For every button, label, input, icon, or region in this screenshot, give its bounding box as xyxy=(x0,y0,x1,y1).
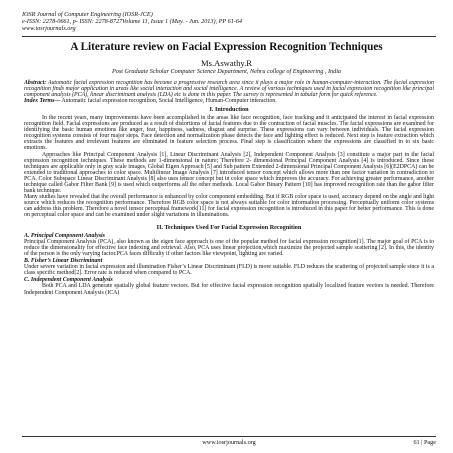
footer-divider xyxy=(22,436,436,437)
paragraph: Approaches like Principal Component Analysis [1], Linear Discriminant Analysis [2], Independent Component Analysis [3] constitute a major part in the facial expression recognition techniques. These methods are 1-dimensional in nature; Therefore 2- dimensional Principal Component Analysis [4] is introduced. Since these techniques are applicable only in gray scale images, Global Eigen Approach [5] and Sub pattern Extended 2-dimensional Principal Component Analysis [6](E2DPCA) can be extended to traditional approaches to color space. Multilinear Image Analysis [7] introduced tensor concept which allows more than one factor variation in contradiction to PCA. Color Subspace Linear Discriminant Analysis [8] also uses tensor concept but in color space which improves the accuracy. For achieving greater performance, another technique called Gabor Filter Bank [9] is used which outperforms all the other methods. Local Gabor Binary Pattern [10] has improved recognition rate than the gabor filter bank technique. xyxy=(24,151,434,194)
subsection-heading: C. Independent Component Analysis xyxy=(24,277,113,284)
subsection-heading: B. Fisher’s Linear Discriminant xyxy=(24,258,103,265)
page-number: 61 | Page xyxy=(413,439,436,446)
author-affiliation: Post Graduate Scholar Computer Science Department, Nehru college of Engineering , India xyxy=(111,68,342,75)
journal-name: IOSR Journal of Computer Engineering (IOSR-JCE) xyxy=(22,11,153,18)
section-heading: II. Techniques Used For Facial Expression Recognition xyxy=(156,224,302,232)
paper-body xyxy=(24,80,434,296)
paper-title: A Literature review on Facial Expression Recognition Techniques xyxy=(70,41,383,53)
index-terms-label: Index Terms— xyxy=(24,98,61,105)
abstract xyxy=(24,80,434,98)
paragraph: Under severe variation in facial expression and illumination Fisher’s Linear Discriminant (FLD) is more suitable. FLD reduces the scattering of projected sample since it is a class specific method[2]. Error rate is reduced when compared to PCA. xyxy=(24,264,434,277)
abstract-text: Automatic facial expression recognition has become a progressive research area since it plays a major role in human-computer-interaction. The facial expression recognition finds major application in areas like social interaction and social intelligence. A review of various techniques used in facial expression recognition like principal component analysis (PCA), linear discriminant analysis (LDA) etc is done in this paper. The survey is represented in tabular form for quick reference. xyxy=(24,80,434,99)
journal-issn: e-ISSN: 2278-0661, p- ISSN: 2278-8727Volume 11, Issue 1 (May. - Jun. 2013), PP 61-64 xyxy=(22,17,243,25)
index-terms-text: Automatic facial expression recognition, Social Intelligence, Human-Computer interaction. xyxy=(60,98,277,105)
paragraph: In the recent years, many improvements have been accomplished in the areas like face recognition, face tracking and it anticipated the interest in facial expression recognition field. Facial expressions are produced as a result of distortions of facial features due to the contraction of facial muscles. The facial expressions are examined for identifying the basic human emotions like anger, fear, happiness, sadness, disgust and surprise. These expressions can vary between individuals. The facial expression recognition systems consists of four major steps. Face detection and normalization phase detects the face and lighting effect is reduced. Next step is feature extraction which extracts the features and irrelevant features are eliminated in feature selection process. Final step is classification where the expressions are classified in to six basic emotions. xyxy=(24,115,434,152)
index-terms xyxy=(24,98,434,104)
abstract-label: Abstract: xyxy=(24,80,47,86)
journal-website[interactable]: www.iosrjournals.org xyxy=(22,24,76,32)
header-divider xyxy=(22,36,436,37)
paragraph: Both PCA and LDA generate spatially global feature vectors. But for effective facial expression recognition spatially localized feature vectors is needed. Therefore Independent Component Analysis (ICA) xyxy=(24,283,434,296)
subsection-heading: A. Principal Component Analysis xyxy=(24,233,105,240)
paragraph: Many studies have revealed that the overall performance is enhanced by color component embedding. But if RGB color space is used, accuracy depend on the angle and light source which reduces the recognition performance. Therefore RGB color space is not always suitable for color information processing. Perceptually uniform color systems can address this problem. Therefore a novel tensor perceptual framework[11] for facial expression recognition is introduced in this paper for better performance. This is done on perceptual color space and can be examined under slight variations in illuminations. xyxy=(24,193,434,218)
paragraph: Principal Component Analysis (PCA), also known as the eigen face approach is one of the popular method for facial expression recognition[1]. The major goal of PCA is to reduce the dimensionality for effective face indexing and retrieval. Also, PCA uses linear projection,which maximize the projected sample scattering [2]. In this, the identity of the person is the only varying factor.PCA faces difficulty if other factors like viewpoint, lighting are varied. xyxy=(24,239,434,258)
footer-url[interactable]: www.iosrjournals.org xyxy=(202,439,256,446)
section-heading: I. Introduction xyxy=(209,106,249,114)
journal-header xyxy=(22,12,242,32)
paper-author: Ms.Aswathy.R xyxy=(200,58,252,68)
